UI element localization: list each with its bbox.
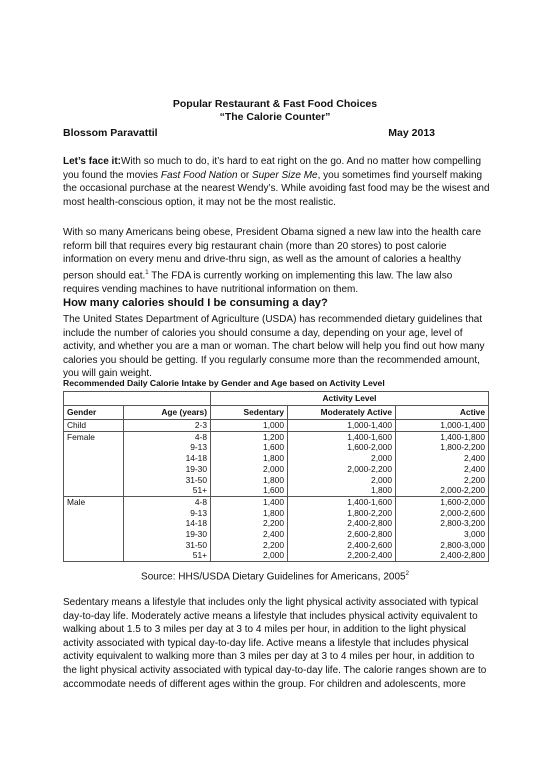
byline (63, 127, 435, 139)
cell-moderately-active: 2,200-2,400 (288, 550, 396, 561)
cell-sedentary: 1,800 (211, 508, 288, 519)
cell-sedentary: 2,000 (211, 550, 288, 561)
cell-gender (64, 540, 124, 551)
section-heading: How many calories should I be consuming a day? (63, 297, 328, 309)
table-row (64, 518, 489, 529)
header-sedentary: Sedentary (211, 406, 288, 420)
cell-gender (64, 453, 124, 464)
table-row (64, 420, 489, 432)
table-row (64, 496, 489, 507)
source-text: Source: HHS/USDA Dietary Guidelines for Americans, 2005 (141, 571, 406, 583)
cell-active: 2,400 (396, 453, 489, 464)
cell-sedentary: 1,800 (211, 475, 288, 486)
table-row (64, 485, 489, 496)
cell-sedentary: 2,200 (211, 518, 288, 529)
cell-moderately-active: 1,400-1,600 (288, 496, 396, 507)
cell-age: 31-50 (124, 540, 211, 551)
cell-moderately-active: 2,400-2,600 (288, 540, 396, 551)
cell-moderately-active: 1,800 (288, 485, 396, 496)
publication-date: May 2013 (388, 127, 435, 139)
cell-sedentary: 1,000 (211, 420, 288, 432)
cell-age: 19-30 (124, 529, 211, 540)
cell-moderately-active: 1,600-2,000 (288, 442, 396, 453)
intro-lead: Let’s face it: (63, 156, 121, 167)
document-title: Popular Restaurant & Fast Food Choices (172, 98, 378, 110)
cell-age: 9-13 (124, 442, 211, 453)
cell-gender (64, 464, 124, 475)
table-row (64, 431, 489, 442)
intro-paragraph (63, 155, 490, 209)
law-text-2: The FDA is currently working on implementing this law. The law also requires vending machines to have nutritional information on them. (63, 270, 453, 295)
footnote-ref-2: 2 (405, 571, 409, 577)
cell-sedentary: 2,000 (211, 464, 288, 475)
cell-gender (64, 475, 124, 486)
cell-age: 51+ (124, 485, 211, 496)
header-moderately-active: Moderately Active (288, 406, 396, 420)
cell-moderately-active: 1,000-1,400 (288, 420, 396, 432)
table-row (64, 550, 489, 561)
table-corner (64, 392, 211, 406)
cell-gender: Female (64, 431, 124, 442)
author-name: Blossom Paravattil (63, 127, 158, 139)
cell-gender (64, 508, 124, 519)
cell-sedentary: 2,400 (211, 529, 288, 540)
cell-active: 2,200 (396, 475, 489, 486)
cell-sedentary: 1,400 (211, 496, 288, 507)
table-row (64, 464, 489, 475)
cell-sedentary: 1,600 (211, 442, 288, 453)
cell-active: 2,000-2,600 (396, 508, 489, 519)
table-row (64, 529, 489, 540)
table-source (0, 571, 550, 582)
cell-active: 1,000-1,400 (396, 420, 489, 432)
cell-active: 2,000-2,200 (396, 485, 489, 496)
cell-active: 1,800-2,200 (396, 442, 489, 453)
document-subtitle: “The Calorie Counter” (219, 111, 331, 123)
cell-age: 4-8 (124, 496, 211, 507)
cell-sedentary: 1,200 (211, 431, 288, 442)
cell-gender (64, 529, 124, 540)
cell-gender: Male (64, 496, 124, 507)
cell-moderately-active: 2,600-2,800 (288, 529, 396, 540)
table-row (64, 442, 489, 453)
cell-moderately-active: 2,000 (288, 453, 396, 464)
cell-sedentary: 2,200 (211, 540, 288, 551)
table-caption: Recommended Daily Calorie Intake by Gender and Age based on Activity Level (63, 378, 385, 388)
cell-gender (64, 518, 124, 529)
cell-gender (64, 485, 124, 496)
table-row (64, 475, 489, 486)
cell-moderately-active: 2,400-2,800 (288, 518, 396, 529)
cell-active: 1,600-2,000 (396, 496, 489, 507)
header-gender: Gender (64, 406, 124, 420)
movie-title-2: Super Size Me (252, 169, 318, 181)
table-row (64, 508, 489, 519)
cell-age: 14-18 (124, 518, 211, 529)
cell-moderately-active: 2,000-2,200 (288, 464, 396, 475)
activity-definitions-paragraph: Sedentary means a lifestyle that includes only the light physical activity associated with typical day-to-day life. Moderately active means a lifestyle that includes physical activity equivalent to walking about 1.5 to 3 miles per day at 3 to 4 miles per hour, in addition to the light physical activity associated with typical day-to-day life. Active means a lifestyle that includes physical activity equivalent to walking more than 3 miles per day at 3 to 4 miles per hour, in addition to the light physical activity associated with typical day-to-day life. The calorie ranges shown are to accommodate needs of different ages within the group. For children and adolescents, more (63, 597, 487, 690)
intro-text-1: With so much to do, it’s hard to eat right on the go. And no matter how compelling you found the movies (63, 156, 481, 181)
cell-age: 9-13 (124, 508, 211, 519)
cell-age: 4-8 (124, 431, 211, 442)
cell-age: 31-50 (124, 475, 211, 486)
movie-title-1: Fast Food Nation (160, 169, 238, 181)
table-row (64, 453, 489, 464)
cell-active: 1,400-1,800 (396, 431, 489, 442)
cell-sedentary: 1,600 (211, 485, 288, 496)
law-text-1: With so many Americans being obese, President Obama signed a new law into the health care reform bill that requires every big restaurant chain (more than 20 stores) to post calorie information on every menu and drive-thru sign, as well as the amount of calories a healthy person should eat. (63, 227, 482, 282)
calorie-table (63, 391, 489, 562)
cell-active: 2,400 (396, 464, 489, 475)
table-body (64, 420, 489, 562)
cell-age: 2-3 (124, 420, 211, 432)
cell-active: 3,000 (396, 529, 489, 540)
cell-moderately-active: 1,400-1,600 (288, 431, 396, 442)
cell-gender (64, 442, 124, 453)
intro-text-3: , you sometimes find yourself making the occasional purchase at the nearest Wendy’s. While avoiding fast food may be the wisest and most health-conscious option, it may not be the most realistic. (63, 169, 490, 208)
footnote-ref-1: 1 (145, 269, 149, 276)
cell-gender (64, 550, 124, 561)
intro-text-2: or (237, 169, 253, 181)
cell-gender: Child (64, 420, 124, 432)
cell-moderately-active: 2,000 (288, 475, 396, 486)
header-age: Age (years) (124, 406, 211, 420)
header-active: Active (396, 406, 489, 420)
law-paragraph (63, 226, 490, 296)
cell-moderately-active: 1,800-2,200 (288, 508, 396, 519)
cell-active: 2,800-3,200 (396, 518, 489, 529)
table-row (64, 540, 489, 551)
activity-level-header: Activity Level (211, 392, 489, 406)
cell-sedentary: 1,800 (211, 453, 288, 464)
cell-age: 19-30 (124, 464, 211, 475)
usda-paragraph: The United States Department of Agriculture (USDA) has recommended dietary guidelines that include the number of calories you should consume a day, depending on your age, level of activity, and whether you are a man or woman. The chart below will help you find out how many calories you should be getting. If you regularly consume more than the recommended amount, you will gain weight. (63, 314, 485, 380)
cell-active: 2,400-2,800 (396, 550, 489, 561)
cell-age: 51+ (124, 550, 211, 561)
cell-active: 2,800-3,000 (396, 540, 489, 551)
cell-age: 14-18 (124, 453, 211, 464)
